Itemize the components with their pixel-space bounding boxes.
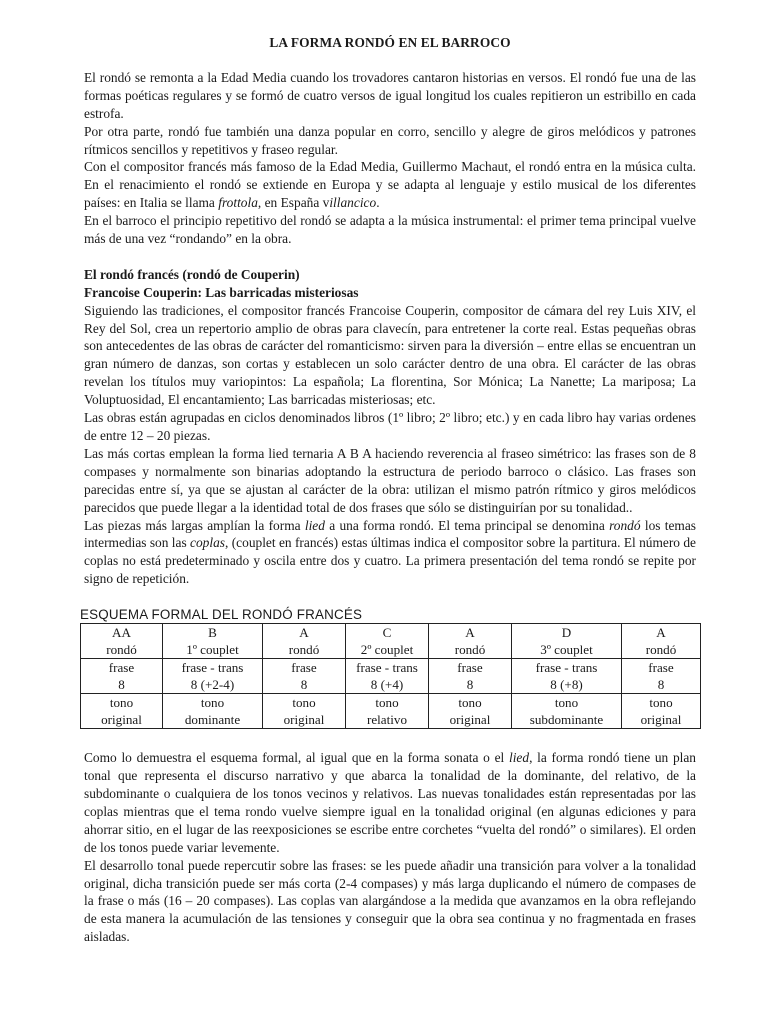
spacer bbox=[84, 248, 696, 266]
cell-phrase: frase bbox=[457, 660, 483, 676]
cell-letter: A bbox=[299, 625, 309, 641]
cell-tone-name: original bbox=[283, 712, 325, 728]
cell-name: 2º couplet bbox=[360, 642, 414, 658]
scheme-cell bbox=[263, 659, 346, 694]
section-paragraph-1: Siguiendo las tradiciones, el compositor francés Francoise Couperin, compositor de cámara del rey Luis XIV, el Rey del Sol, crea un repertorio amplio de obras para clavecín, para entretener la corte real. Estas pequeñas obras son antecedentes de las obras de carácter del romanticismo: sirven para la diversión – entre ellas se encuentran un gran número de danzas, son cortas y establecen un solo carácter dentro de una obra. El carácter de las obras revelan los títulos muy variopintos: La española; La florentina, Sor Mónica; La Nanette; La mariposa; La Voluptuosidad, El encantamiento; Las barricadas misteriosas; etc. bbox=[84, 302, 696, 408]
scheme-row-section bbox=[81, 624, 701, 659]
cell-name: 1º couplet bbox=[186, 642, 239, 658]
intro-paragraph-2: Por otra parte, rondó fue también una danza popular en corro, sencillo y alegre de giros melódicos y patrones rítmicos sencillos y repetitivos y fraseo regular. bbox=[84, 123, 696, 157]
intro-p3-text-c: . bbox=[376, 195, 380, 211]
cell-phrase: frase bbox=[108, 660, 135, 676]
section-paragraph-4 bbox=[84, 517, 696, 589]
cell-name: rondó bbox=[645, 642, 677, 658]
scheme-cell bbox=[263, 624, 346, 659]
cell-measures: 8 bbox=[657, 677, 665, 693]
scheme-cell bbox=[622, 694, 701, 729]
closing-paragraph-1 bbox=[84, 749, 696, 856]
scheme-cell bbox=[429, 659, 512, 694]
document-title: LA FORMA RONDÓ EN EL BARROCO bbox=[269, 35, 511, 50]
section-p4-text-c: los temas intermedias son las bbox=[84, 517, 697, 551]
scheme-cell bbox=[429, 694, 512, 729]
cell-measures: 8 (+2-4) bbox=[190, 677, 235, 693]
cell-name: rondó bbox=[106, 642, 137, 658]
cell-measures: 8 bbox=[466, 677, 474, 693]
scheme-cell bbox=[512, 694, 622, 729]
cell-tone: tono bbox=[292, 695, 316, 711]
section-p4-italic-lied: lied bbox=[304, 517, 325, 533]
cell-tone: tono bbox=[458, 695, 482, 711]
cell-name: 3º couplet bbox=[540, 642, 593, 658]
scheme-row-tonality bbox=[81, 694, 701, 729]
section-paragraph-2: Las obras están agrupadas en ciclos denominados libros (1º libro; 2º libro; etc.) y en cada libro hay varias ordenes de entre 12 – 20 piezas. bbox=[84, 410, 696, 444]
cell-measures: 8 (+8) bbox=[550, 677, 583, 693]
cell-letter: A bbox=[465, 625, 475, 641]
cell-tone: tono bbox=[649, 695, 673, 711]
cell-tone: tono bbox=[375, 695, 399, 711]
scheme-cell bbox=[429, 624, 512, 659]
cell-measures: 8 (+4) bbox=[370, 677, 404, 693]
cell-letter: D bbox=[561, 625, 572, 641]
scheme-cell bbox=[81, 694, 163, 729]
cell-tone: tono bbox=[200, 695, 225, 711]
section-p4-text-d: , (couplet en francés) estas últimas indica el compositor sobre la partitura. El número de coplas no está predeterminado y oscila entre dos y cuatro. La primera presentación del tema rondó se repite por signo de repetición. bbox=[84, 535, 696, 587]
cell-measures: 8 bbox=[300, 677, 308, 693]
cell-measures: 8 bbox=[118, 677, 125, 693]
cell-letter: AA bbox=[112, 625, 131, 641]
closing-p1-text-b: , la forma rondó tiene un plan tonal que representa el discurso narrativo y que abarca la tonalidad de la dominante, del relativo, de la subdominante o cualquiera de los tonos vecinos y relativos. Las nuevas tonalidades están representadas por las coplas mientras que el tema rondo vuelve siempre igual en la tonalidad original (en algunas ediciones y para ahorrar sitio, en el lugar de las reexposiciones se escribe entre corchetes “vuelta del rondó” o similares). El orden de los tonos puede variar levemente. bbox=[84, 750, 696, 855]
scheme-cell bbox=[622, 659, 701, 694]
section-p4-text-a: Las piezas más largas amplían la forma bbox=[84, 517, 305, 533]
cell-phrase: frase - trans bbox=[535, 660, 598, 676]
cell-tone-name: relativo bbox=[367, 712, 407, 728]
cell-name: rondó bbox=[454, 642, 486, 658]
cell-tone: tono bbox=[554, 695, 579, 711]
scheme-cell bbox=[346, 694, 429, 729]
section-p4-italic-rondo: rondó bbox=[609, 517, 641, 533]
scheme-cell bbox=[163, 624, 263, 659]
scheme-cell bbox=[163, 659, 263, 694]
scheme-cell bbox=[512, 624, 622, 659]
scheme-title: ESQUEMA FORMAL DEL RONDÓ FRANCÉS bbox=[80, 607, 363, 623]
scheme-cell bbox=[346, 624, 429, 659]
section-subheading: Francoise Couperin: Las barricadas misteriosas bbox=[84, 284, 359, 300]
scheme-cell bbox=[622, 624, 701, 659]
cell-letter: C bbox=[382, 625, 392, 641]
intro-paragraph-4: En el barroco el principio repetitivo del rondó se adapta a la música instrumental: el primer tema principal vuelve más de una vez “rondando” en la obra. bbox=[84, 213, 696, 247]
cell-phrase: frase - trans bbox=[181, 660, 244, 676]
section-heading: El rondó francés (rondó de Couperin) bbox=[84, 266, 300, 282]
intro-p3-text-b: , en España v bbox=[257, 195, 330, 211]
cell-name: rondó bbox=[288, 642, 320, 658]
cell-letter: A bbox=[656, 625, 666, 641]
intro-p3-italic-frottola: frottola bbox=[218, 195, 258, 211]
cell-tone-name: dominante bbox=[184, 712, 241, 728]
intro-paragraph-1: El rondó se remonta a la Edad Media cuando los trovadores cantaron historias en versos. El rondó fue una de las formas poéticas regulares y se formó de cuatro versos de igual longitud los cuales repitieron un estribillo en cada estrofa. bbox=[84, 69, 696, 121]
closing-p1-text-a: Como lo demuestra el esquema formal, al igual que en la forma sonata o el bbox=[84, 750, 509, 766]
scheme-cell bbox=[263, 694, 346, 729]
closing-p1-italic-lied: lied bbox=[508, 750, 530, 766]
cell-tone-name: original bbox=[101, 712, 142, 728]
section-paragraph-3: Las más cortas emplean la forma lied ternaria A B A haciendo reverencia al fraseo simétrico: las frases son de 8 compases y normalmente son binarias adoptando la estructura de periodo barroco o clásico. Las frases son parecidas entre sí, ya que se ajustan al carácter de la obra: utilizan el mismo patrón rítmico y giros melódicos parecidos que puede llegar a la identidad total de dos frases que sólo se distinguirían por su tonalidad.. bbox=[84, 445, 696, 515]
closing-paragraph-2: El desarrollo tonal puede repercutir sobre las frases: se les puede añadir una transición para volver a la tonalidad original, dicha transición puede ser más corta (2-4 compases) y más larga duplicando el número de compases de la frase o más (16 – 20 compases). Las coplas van alargándose a la medida que avanzamos en la obra reflejando de esta manera la acumulación de las tensiones y conseguir que la obra sea continua y no fragmentada en frases aisladas. bbox=[84, 857, 696, 945]
section-p4-text-b: a una forma rondó. El tema principal se denomina bbox=[324, 517, 610, 533]
intro-p3-text-a: Con el compositor francés más famoso de la Edad Media, Guillermo Machaut, el rondó entra en la música culta. En el renacimiento el rondó se extiende en Europa y se adapta al lenguaje y estilo musical de los diferentes países: en Italia se llama bbox=[84, 159, 696, 211]
cell-phrase: frase bbox=[648, 660, 674, 676]
scheme-cell bbox=[512, 659, 622, 694]
intro-p3-italic-villancico: illancico bbox=[329, 195, 377, 211]
scheme-cell bbox=[346, 659, 429, 694]
cell-letter: B bbox=[208, 625, 217, 641]
section-p4-italic-coplas: coplas bbox=[190, 535, 226, 551]
intro-paragraph-3 bbox=[84, 158, 696, 212]
cell-tone-name: original bbox=[449, 712, 491, 728]
cell-tone: tono bbox=[109, 695, 134, 711]
scheme-cell bbox=[81, 624, 163, 659]
scheme-row-phrase bbox=[81, 659, 701, 694]
cell-phrase: frase bbox=[291, 660, 317, 676]
form-scheme-table bbox=[80, 623, 701, 729]
scheme-cell bbox=[81, 659, 163, 694]
cell-tone-name: subdominante bbox=[529, 712, 604, 728]
cell-tone-name: original bbox=[640, 712, 682, 728]
scheme-cell bbox=[163, 694, 263, 729]
cell-phrase: frase - trans bbox=[356, 660, 418, 676]
